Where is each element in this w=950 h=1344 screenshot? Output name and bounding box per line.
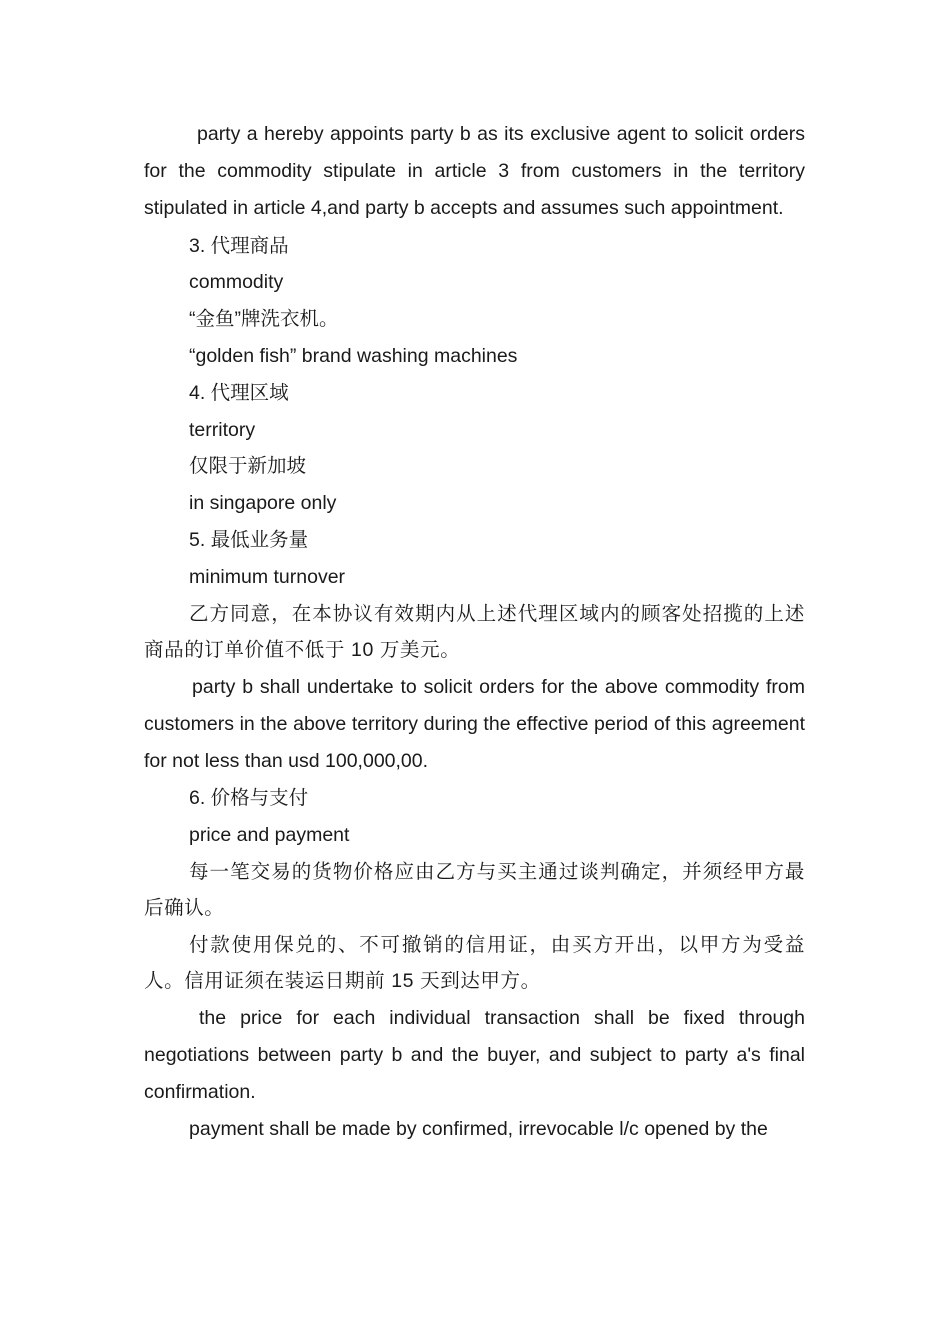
payment-text-cn: 付款使用保兑的、不可撤销的信用证，由买方开出，以甲方为受益人。信用证须在装运日期前 15 天到达甲方。 [144,933,805,993]
territory-text-en: in singapore only [189,492,337,515]
territory-text-cn: 仅限于新加坡 [189,455,307,478]
section-5-heading-cn: 5. 最低业务量 [189,528,309,551]
price-text-en: the price for each individual transaction shall be fixed through negotiations between party b and the buyer, and subject to party a's final confirmation. [144,1006,805,1104]
section-6-heading-cn: 6. 价格与支付 [189,787,309,810]
commodity-text-en: “golden fish” brand washing machines [189,345,518,367]
document-body [144,116,805,1149]
section-6-heading-en: price and payment [189,823,350,846]
section-3-heading-cn: 3. 代理商品 [189,234,289,257]
section-5-heading-en: minimum turnover [189,565,346,588]
payment-text-en: payment shall be made by confirmed, irrevocable l/c opened by the [189,1118,768,1141]
commodity-text-cn: “金鱼”牌洗衣机。 [189,308,339,331]
price-text-cn: 每一笔交易的货物价格应由乙方与买主通过谈判确定，并须经甲方最后确认。 [144,860,805,920]
minimum-turnover-text-cn: 乙方同意，在本协议有效期内从上述代理区域内的顾客处招揽的上述商品的订单价值不低于 10 万美元。 [144,602,805,662]
minimum-turnover-text-en: party b shall undertake to solicit orders for the above commodity from customers in the above territory during the effective period of this agreement for not less than usd 100,000,00. [144,675,805,772]
section-4-heading-en: territory [189,418,256,441]
section-4-heading-cn: 4. 代理区域 [189,381,289,404]
section-3-heading-en: commodity [189,271,284,294]
appointment-paragraph: party a hereby appoints party b as its exclusive agent to solicit orders for the commodity stipulate in article 3 from customers in the territory stipulated in article 4,and party b accepts and assumes such appointment. [144,123,805,220]
